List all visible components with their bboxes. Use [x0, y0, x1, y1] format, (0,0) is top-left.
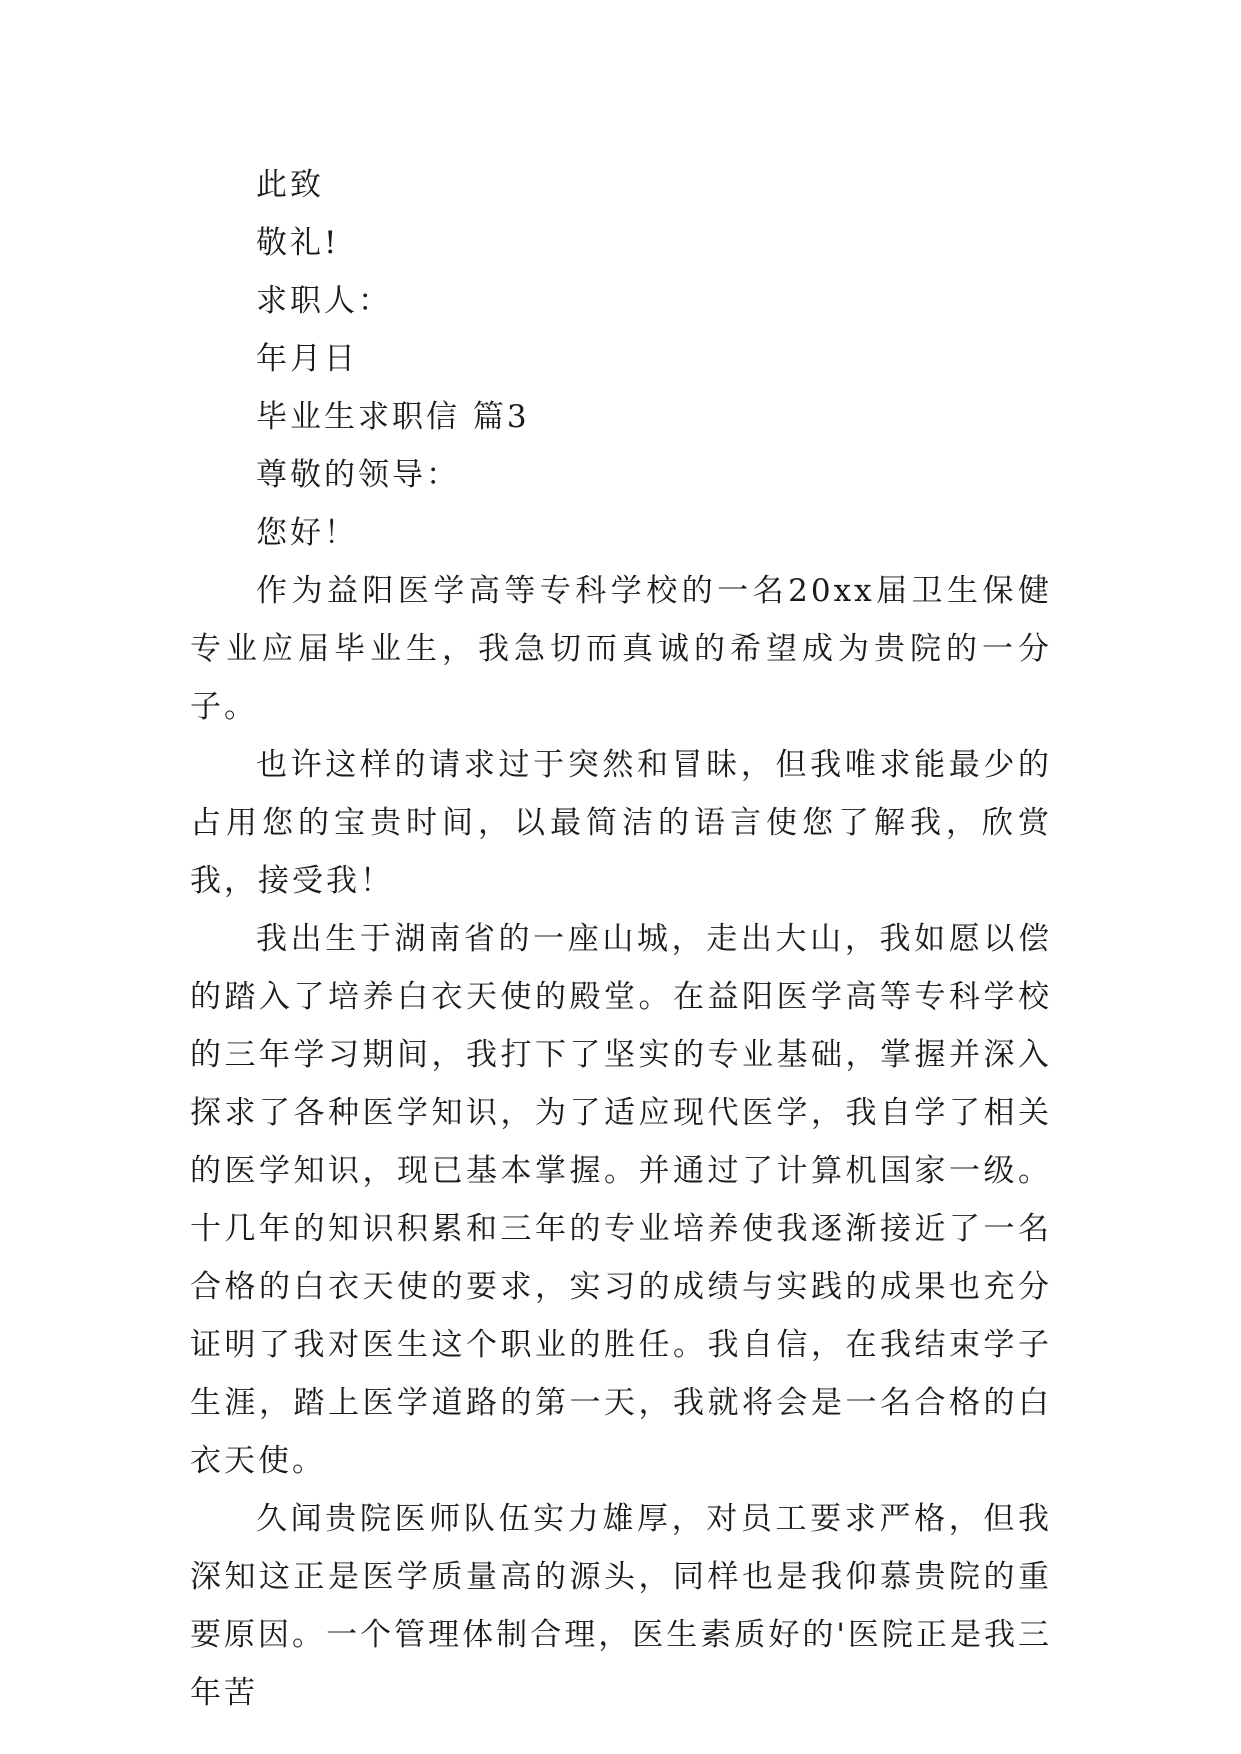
paragraph-background: 我出生于湖南省的一座山城，走出大山，我如愿以偿的踏入了培养白衣天使的殿堂。在益阳医学高等专科学校的三年学习期间，我打下了坚实的专业基础，掌握并深入探求了各种医学知识，为了适应现代医学，我自学了相关的医学知识，现已基本掌握。并通过了计算机国家一级。十几年的知识积累和三年的专业培养使我逐渐接近了一名合格的白衣天使的要求，实习的成绩与实践的成果也充分证明了我对医生这个职业的胜任。我自信，在我结束学子生涯，踏上医学道路的第一天，我就将会是一名合格的白衣天使。	[190, 921, 1052, 1479]
letter-body	[190, 156, 1052, 1722]
regards-line: 敬礼!	[256, 225, 340, 261]
paragraph-request: 也许这样的请求过于突然和冒昧，但我唯求能最少的占用您的宝贵时间，以最简洁的语言使您了解我，欣赏我，接受我！	[190, 747, 1052, 899]
salutation-line: 尊敬的领导：	[256, 457, 460, 493]
greeting-line: 您好！	[256, 515, 358, 551]
date-line: 年月日	[256, 341, 358, 377]
paragraph-motivation: 久闻贵院医师队伍实力雄厚，对员工要求严格，但我深知这正是医学质量高的源头，同样也是我仰慕贵院的重要原因。一个管理体制合理，医生素质好的'医院正是我三年苦	[190, 1501, 1052, 1711]
paragraph-intro: 作为益阳医学高等专科学校的一名20xx届卫生保健专业应届毕业生，我急切而真诚的希望成为贵院的一分子。	[190, 573, 1052, 725]
applicant-line: 求职人：	[256, 283, 392, 319]
section-title: 毕业生求职信 篇3	[256, 399, 530, 435]
closing-line: 此致	[256, 167, 324, 203]
